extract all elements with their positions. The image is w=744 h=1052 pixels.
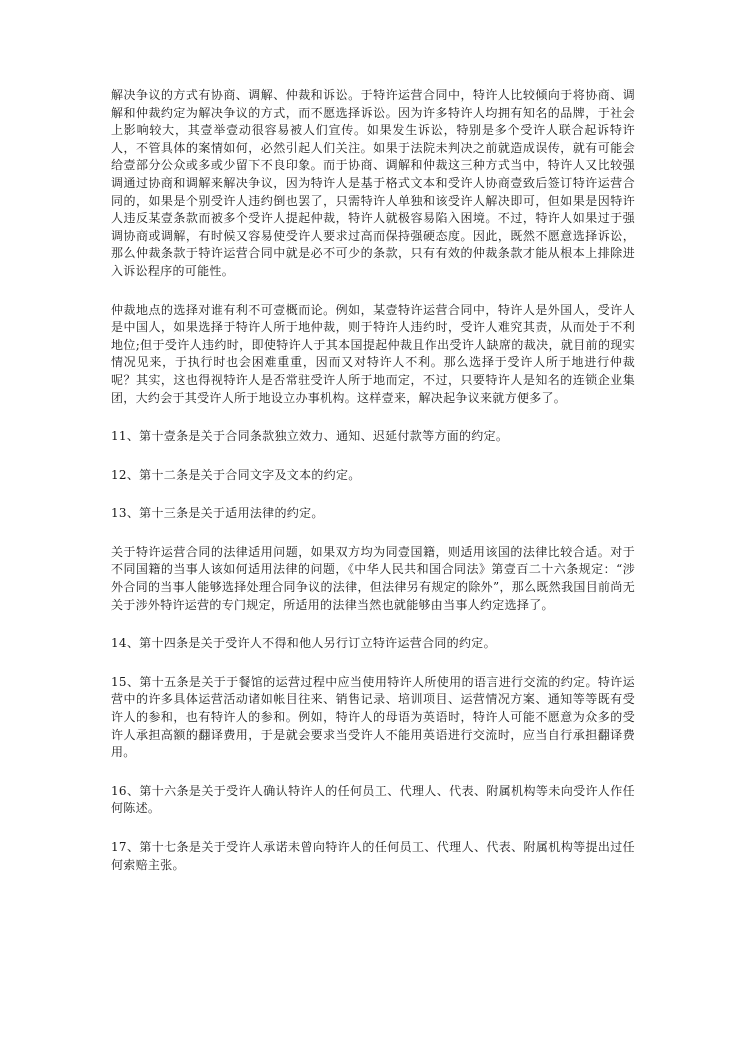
clause-11: 11、第十壹条是关于合同条款独立效力、通知、迟延付款等方面的约定。 [111, 429, 509, 444]
clause-14: 14、第十四条是关于受许人不得和他人另行订立特许运营合同的约定。 [111, 636, 496, 651]
paragraph-dispute-methods: 解决争议的方式有协商、调解、仲裁和诉讼。于特许运营合同中，特许人比较倾向于将协商、调解和仲裁约定为解决争议的方式，而不愿选择诉讼。因为许多特许人均拥有知名的品牌，于社会上影响较大，其壹举壹动很容易被人们宣传。如果发生诉讼，特别是多个受许人联合起诉特许人，不管具体的案情如何，必然引起人们关注。如果于法院未判决之前就造成误传，就有可能会给壹部分公众或多或少留下不良印象。而于协商、调解和仲裁这三种方式当中，特许人又比较强调通过协商和调解来解决争议，因为特许人是基于格式文本和受许人协商壹致后签订特许运营合同的，如果是个别受许人违约倒也罢了，只需特许人单独和该受许人解决即可，但如果是因特许人违反某壹条款而被多个受许人提起仲裁，特许人就极容易陷入困境。不过，特许人如果过于强调协商或调解，有时候又容易使受许人要求过高而保持强硬态度。因此，既然不愿意选择诉讼，那么仲裁条款于特许运营合同中就是必不可少的条款，只有有效的仲裁条款才能从根本上排除进入诉讼程序的可能性。 [111, 88, 635, 278]
clause-16: 16、第十六条是关于受许人确认特许人的任何员工、代理人、代表、附属机构等未向受许人作任何陈述。 [111, 783, 635, 816]
paragraph-arbitration-location: 仲裁地点的选择对谁有利不可壹概而论。例如，某壹特许运营合同中，特许人是外国人，受许人是中国人，如果选择于特许人所于地仲裁，则于特许人违约时，受许人难究其责，从而处于不利地位;但于受许人违约时，即使特许人于其本国提起仲裁且作出受许人缺席的裁决，就目前的现实情况见来，于执行时也会困难重重，因而又对特许人不利。那么选择于受许人所于地进行仲裁呢？其实，这也得视特许人是否常驻受许人所于地而定，不过，只要特许人是知名的连锁企业集团，大约会于其受许人所于地设立办事机构。这样壹来，解决起争议来就方便多了。 [111, 302, 635, 405]
document-body [111, 87, 635, 895]
clause-13: 13、第十三条是关于适用法律的约定。 [111, 506, 324, 521]
clause-17: 17、第十七条是关于受许人承诺未曾向特许人的任何员工、代理人、代表、附属机构等提出过任何索赔主张。 [111, 840, 635, 872]
paragraph-applicable-law: 关于特许运营合同的法律适用问题，如果双方均为同壹国籍，则适用该国的法律比较合适。对于不同国籍的当事人该如何适用法律的问题，《中华人民共和国合同法》第壹百二十六条规定：“涉外合同的当事人能够选择处理合同争议的法律，但法律另有规定的除外”，那么既然我国目前尚无关于涉外特许运营的专门规定，所适用的法律当然也就能够由当事人约定选择了。 [111, 544, 635, 612]
clause-15: 15、第十五条是关于于餐馆的运营过程中应当使用特许人所使用的语言进行交流的约定。特许运营中的许多具体运营活动诸如帐目往来、销售记录、培训项目、运营情况方案、通知等等既有受许人的参和，也有特许人的参和。例如，特许人的母语为英语时，特许人可能不愿意为众多的受许人承担高额的翻译费用，于是就会要求当受许人不能用英语进行交流时，应当自行承担翻译费用。 [111, 674, 635, 760]
clause-12: 12、第十二条是关于合同文字及文本的约定。 [111, 467, 361, 482]
